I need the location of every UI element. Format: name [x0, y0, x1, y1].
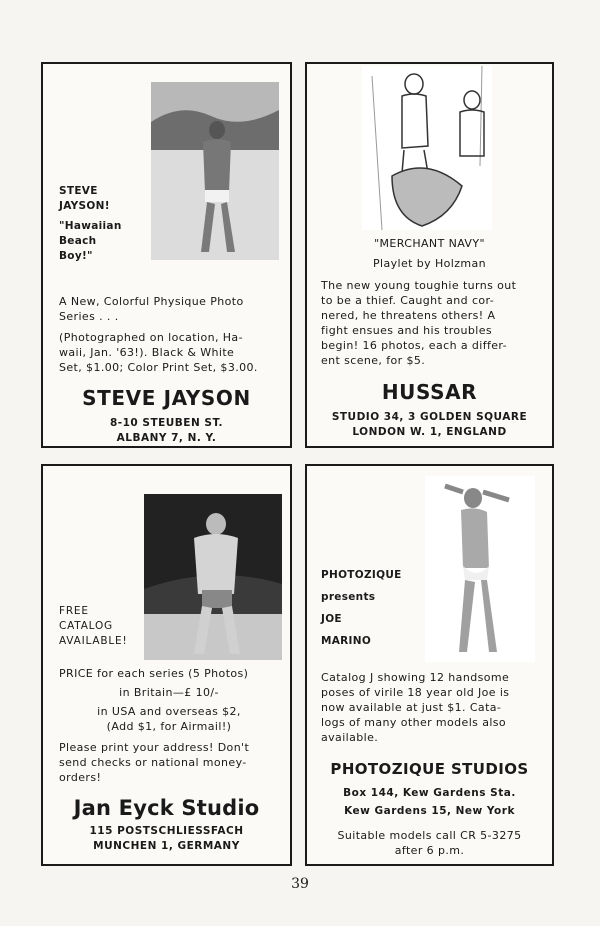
price-line: PRICE for each series (5 Photos)	[59, 667, 249, 680]
note-line: send checks or national money-	[59, 756, 247, 769]
catalog-line: CATALOG	[59, 620, 113, 632]
details-line: waii, Jan. '63!). Black & White	[59, 346, 235, 359]
details-line: Set, $1.00; Color Print Set, $3.00.	[59, 361, 258, 374]
presents-line: presents	[321, 591, 376, 603]
ad-steve-jayson	[41, 62, 292, 448]
ad-jan-eyck-studio	[41, 464, 292, 866]
body-line: Catalog J showing 12 handsome	[321, 671, 510, 684]
address-line: STUDIO 34, 3 GOLDEN SQUARE	[331, 411, 528, 423]
photo-label-line: JAYSON!	[59, 200, 110, 212]
body-line: available.	[321, 731, 379, 744]
note-line: Please print your address! Don't	[59, 741, 250, 754]
body-line: ent scene, for $5.	[321, 354, 426, 367]
catalog-line: FREE	[59, 605, 89, 617]
brand-name: Jan Eyck Studio	[73, 796, 260, 820]
photo-label-line: STEVE	[59, 185, 98, 197]
physique-photo	[151, 82, 279, 260]
address-line: 8-10 STEUBEN ST.	[109, 417, 224, 429]
intro-line: A New, Colorful Physique Photo	[59, 295, 244, 308]
catalog-line: AVAILABLE!	[59, 635, 128, 647]
presents-line: JOE	[321, 613, 342, 625]
illustration	[362, 66, 492, 230]
details-line: (Photographed on location, Ha-	[59, 331, 243, 344]
playlet-title: "MERCHANT NAVY"	[374, 237, 485, 250]
address-line: Kew Gardens 15, New York	[344, 805, 515, 817]
presents-line: PHOTOZIQUE	[321, 569, 402, 581]
body-line: begin! 16 photos, each a differ-	[321, 339, 508, 352]
body-line: The new young toughie turns out	[321, 279, 517, 292]
body-line: fight ensues and his troubles	[321, 324, 493, 337]
footer-line: Suitable models call CR 5-3275	[337, 829, 522, 842]
address-line: MUNCHEN 1, GERMANY	[93, 840, 240, 852]
body-line: to be a thief. Caught and cor-	[321, 294, 495, 307]
address-line: Box 144, Kew Gardens Sta.	[343, 787, 516, 799]
price-line: (Add $1, for Airmail!)	[106, 720, 232, 733]
presents-line: MARINO	[321, 635, 372, 647]
body-line: nered, he threatens others! A	[321, 309, 496, 322]
body-line: poses of virile 18 year old Joe is	[321, 686, 510, 699]
address-line: LONDON W. 1, ENGLAND	[352, 426, 507, 438]
footer-line: after 6 p.m.	[394, 844, 465, 857]
brand-name: HUSSAR	[381, 380, 478, 404]
body-line: now available at just $1. Cata-	[321, 701, 502, 714]
intro-line: Series . . .	[59, 310, 119, 323]
ad-photozique-studios	[305, 464, 554, 866]
page-number: 39	[291, 876, 309, 892]
physique-photo	[144, 494, 282, 660]
brand-name: STEVE JAYSON	[82, 386, 251, 410]
caption-line: Boy!"	[59, 250, 93, 262]
caption-line: "Hawaiian	[59, 220, 122, 232]
playlet-subtitle: Playlet by Holzman	[372, 257, 487, 270]
address-line: ALBANY 7, N. Y.	[116, 432, 217, 444]
note-line: orders!	[59, 771, 102, 784]
price-line: in Britain—£ 10/-	[119, 686, 219, 699]
address-line: 115 POSTSCHLIESSFACH	[89, 825, 244, 837]
caption-line: Beach	[59, 235, 97, 247]
body-line: logs of many other models also	[321, 716, 507, 729]
physique-photo	[425, 476, 535, 662]
brand-name: PHOTOZIQUE STUDIOS	[330, 760, 529, 778]
price-line: in USA and overseas $2,	[97, 705, 241, 718]
ad-hussar	[305, 62, 554, 448]
